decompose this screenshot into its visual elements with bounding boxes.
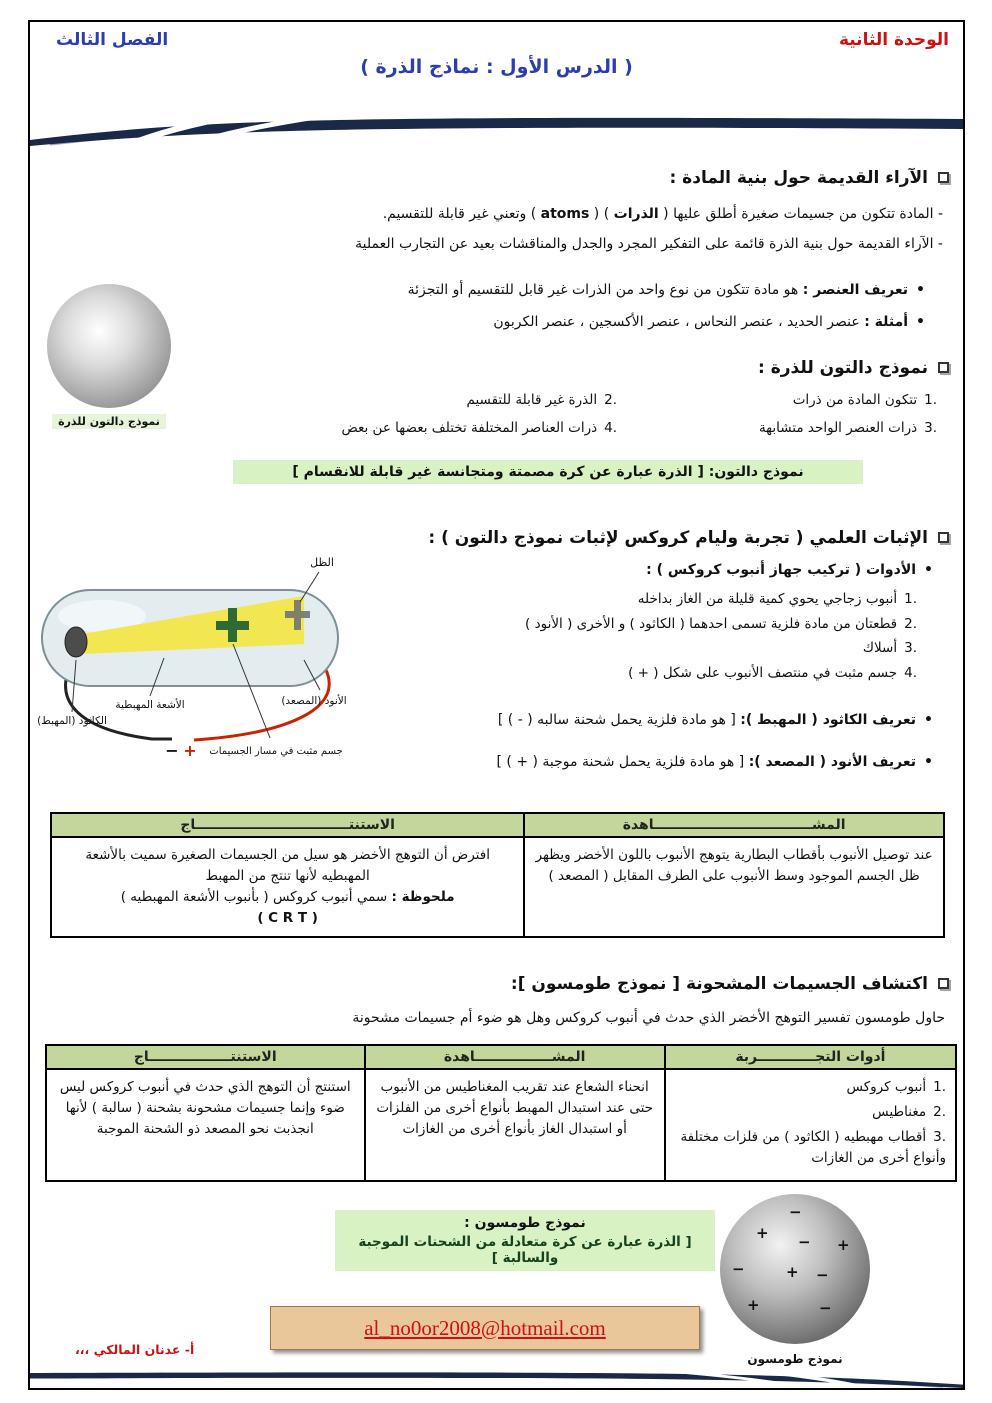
experiment-table [45, 1044, 957, 1182]
charge-symbol: + [756, 1224, 769, 1242]
charge-symbol: − [789, 1203, 802, 1221]
section-title-dalton-text: نموذج دالتون للذرة : [758, 358, 928, 378]
section-title-dalton-model [758, 358, 949, 378]
tube-label-cathode: الكاثود (المهبط) [37, 715, 107, 727]
charge-symbol: + [747, 1296, 760, 1314]
list-item: 3.أقطاب مهبطيه ( الكاثود ) من فلزات مختلفة وأنواع أخرى من الغازات [680, 1128, 946, 1166]
examples-label: أمثلة : [864, 314, 909, 330]
table-row [46, 1069, 956, 1181]
observation-header: المشــــــــــــــــاهدة [365, 1045, 665, 1069]
thomson-sphere-caption: نموذج طومسون [747, 1352, 843, 1366]
tools-list [327, 590, 917, 688]
elements-examples [493, 312, 925, 333]
section-title-crookes-proof [428, 528, 949, 548]
header-swoosh-decoration [30, 110, 963, 146]
charge-symbol: + [837, 1236, 850, 1254]
dalton-sphere-caption: نموذج دالتون للذرة [52, 414, 166, 429]
section-title-thomson-text: اكتشاف الجسيمات المشحونة [ نموذج طومسون ]: [510, 974, 928, 994]
dalton-model-figure [42, 284, 176, 429]
charge-symbol: − [819, 1299, 832, 1317]
conclusion-cell [51, 837, 524, 937]
table-header-row [51, 813, 944, 837]
charge-symbol: − [732, 1260, 745, 1278]
list-item: 2.الذرة غير قابلة للتقسيم [466, 392, 617, 408]
thomson-summary-title: نموذج طومسون : [464, 1215, 586, 1231]
tube-label-body: جسم مثبت في مسار الجسيمات [209, 746, 343, 757]
list-item: 4.ذرات العناصر المختلفة تختلف بعضها عن بعض [341, 420, 617, 437]
conclusion-cell: استنتج أن التوهج الذي حدث في أنبوب كروكس ليس ضوء وإنما جسيمات مشحونة بشحنة ( سالبة ) لأنها انجذبت نحو المصعد ذو الشحنة الموجبة [46, 1069, 365, 1181]
author-credit: أ- عدنان المالكي ،،، [75, 1342, 195, 1357]
footer-swoosh-decoration [30, 1368, 963, 1388]
conclusion-header: الاستنتــــــــــــــــــــــــــــــــاج [51, 813, 524, 837]
bullet-icon: • [924, 754, 933, 770]
matter-definition-line [383, 204, 943, 225]
plus-terminal: + [183, 741, 197, 760]
thomson-intro-line: حاول طومسون تفسير التوهج الأخضر الذي حدث في أنبوب كروكس وهل هو ضوء أم جسيمات مشحونة [352, 1010, 945, 1026]
charge-symbol: − [798, 1233, 811, 1251]
thomson-model-figure [715, 1194, 875, 1366]
checkbox-icon [938, 172, 949, 183]
list-item: 2.قطعتان من مادة فلزية تسمى احدهما ( الكاثود ) و الأخرى ( الأنود ) [525, 615, 917, 632]
atoms-word-english: atoms [540, 206, 590, 222]
thomson-sphere-image [720, 1194, 870, 1344]
tools-cell [665, 1069, 956, 1181]
section-title-crookes-text: الإثبات العلمي ( تجربة وليام كروكس لإثبات نموذج دالتون ) : [428, 528, 928, 548]
crt-abbreviation: ( C R T ) [257, 909, 318, 926]
line1-part: ) وتعني غير قابلة للتقسيم. [382, 206, 541, 222]
bullet-icon: • [924, 562, 933, 578]
note-line [61, 887, 514, 908]
cathode-definition [498, 710, 933, 731]
anode-definition-label: تعريف الأنود ( المصعد ): [748, 754, 917, 770]
anode-definition-text: [ هو مادة فلزية يحمل شحنة موجبة ( + ) ] [496, 754, 745, 770]
tube-label-rays: الأشعة المهبطية [115, 699, 185, 711]
crookes-tube-diagram [32, 542, 352, 782]
examples-text: عنصر الحديد ، عنصر النحاس ، عنصر الأكسجين ، عنصر الكربون [493, 314, 860, 330]
conclusion-text: افترض أن التوهج الأخضر هو سيل من الجسيمات الصغيرة سميت بالأشعة المهبطيه لأنها تنتج من المهبط [85, 847, 490, 884]
checkbox-icon [938, 362, 949, 373]
anode-definition [497, 752, 934, 773]
dalton-summary-box: نموذج دالتون: [ الذرة عبارة عن كرة مصمتة ومتجانسة غير قابلة للانقسام ] [233, 460, 863, 484]
tools-header: أدوات التجــــــــــــربة [665, 1045, 956, 1069]
line1-part: ) ( [589, 206, 614, 222]
checkbox-icon [938, 532, 949, 543]
cathode-electrode [65, 627, 87, 657]
observation-conclusion-table [50, 812, 945, 938]
list-item: 3.أسلاك [862, 640, 917, 657]
section-title-old-views-text: الآراء القديمة حول بنية المادة : [669, 168, 928, 188]
observation-header: المشـــــــــــــــــــــــــــــــــاهدة [524, 813, 944, 837]
tube-label-anode: الأنود (المصعد) [281, 695, 347, 707]
element-definition-label: تعريف العنصر : [802, 282, 909, 298]
list-item: 1.أنبوب زجاجي يحوي كمية قليلة من الغاز بداخله [637, 591, 917, 607]
email-link[interactable]: al_no0or2008@hotmail.com [364, 1315, 606, 1340]
section-title-old-views [669, 168, 949, 188]
bullet-icon: • [916, 282, 925, 298]
chapter-label: الفصل الثالث [56, 30, 169, 50]
note-text: سمي أنبوب كروكس ( بأنبوب الأشعة المهبطيه ) [120, 888, 388, 905]
table-header-row [46, 1045, 956, 1069]
charge-symbol: + [786, 1263, 799, 1281]
page-content [30, 22, 963, 1388]
thomson-summary-box [335, 1210, 715, 1271]
tube-label-shadow: الظل [310, 556, 334, 569]
section-title-thomson [511, 974, 949, 994]
list-item: 1.تتكون المادة من ذرات [792, 392, 937, 408]
list-item: 3.ذرات العنصر الواحد متشابهة [758, 420, 937, 437]
list-item: 1.أنبوب كروكس [846, 1079, 946, 1095]
minus-terminal: − [165, 741, 179, 760]
bullet-icon: • [916, 314, 925, 330]
dalton-points-list [287, 390, 937, 439]
lesson-title: ( الدرس الأول : نماذج الذرة ) [360, 56, 633, 78]
observation-cell: انحناء الشعاع عند تقريب المغناطيس من الأنبوب حتى عند استبدال المهبط بأنواع أخرى من الفلزات أو استبدال الغاز بأنواع أخرى من الغازات [365, 1069, 665, 1181]
note-label: ملحوظة : [391, 888, 455, 905]
checkbox-icon [938, 978, 949, 989]
observation-cell: عند توصيل الأنبوب بأقطاب البطارية يتوهج الأنبوب باللون الأخضر ويظهر ظل الجسم الموجود وسط الأنبوب على الطرف المقابل ( المصعد ) [524, 837, 944, 937]
dalton-sphere-image [47, 284, 171, 408]
cathode-definition-label: تعريف الكاثود ( المهبط ): [740, 712, 917, 728]
old-views-note-line: - الآراء القديمة حول بنية الذرة قائمة على التفكير المجرد والجدل والمناقشات بعيد عن التجارب العملية [355, 236, 943, 252]
element-definition [408, 280, 925, 301]
thomson-summary-text: [ الذرة عبارة عن كرة متعادلة من الشحنات الموجبة والسالبة ] [358, 1234, 692, 1266]
atoms-word-arabic: الذرات [613, 206, 659, 222]
bullet-icon: • [924, 712, 933, 728]
element-definition-text: هو مادة تتكون من نوع واحد من الذرات غير قابل للتقسيم أو التجزئة [407, 282, 799, 298]
list-item: 2.مغناطيس [872, 1103, 946, 1120]
unit-label: الوحدة الثانية [838, 30, 949, 50]
charge-symbol: − [816, 1266, 829, 1284]
list-item: 4.جسم مثبت في منتصف الأنبوب على شكل ( + ) [628, 664, 917, 681]
email-box [270, 1306, 700, 1350]
table-row [51, 837, 944, 937]
conclusion-header: الاستنتـــــــــــــــــاج [46, 1045, 365, 1069]
cathode-definition-text: [ هو مادة فلزية يحمل شحنة سالبه ( - ) ] [497, 712, 736, 728]
line1-part: - المادة تتكون من جسيمات صغيرة أطلق عليها ( [658, 206, 943, 222]
tools-label: •الأدوات ( تركيب جهاز أنبوب كروكس ) : [646, 562, 933, 578]
